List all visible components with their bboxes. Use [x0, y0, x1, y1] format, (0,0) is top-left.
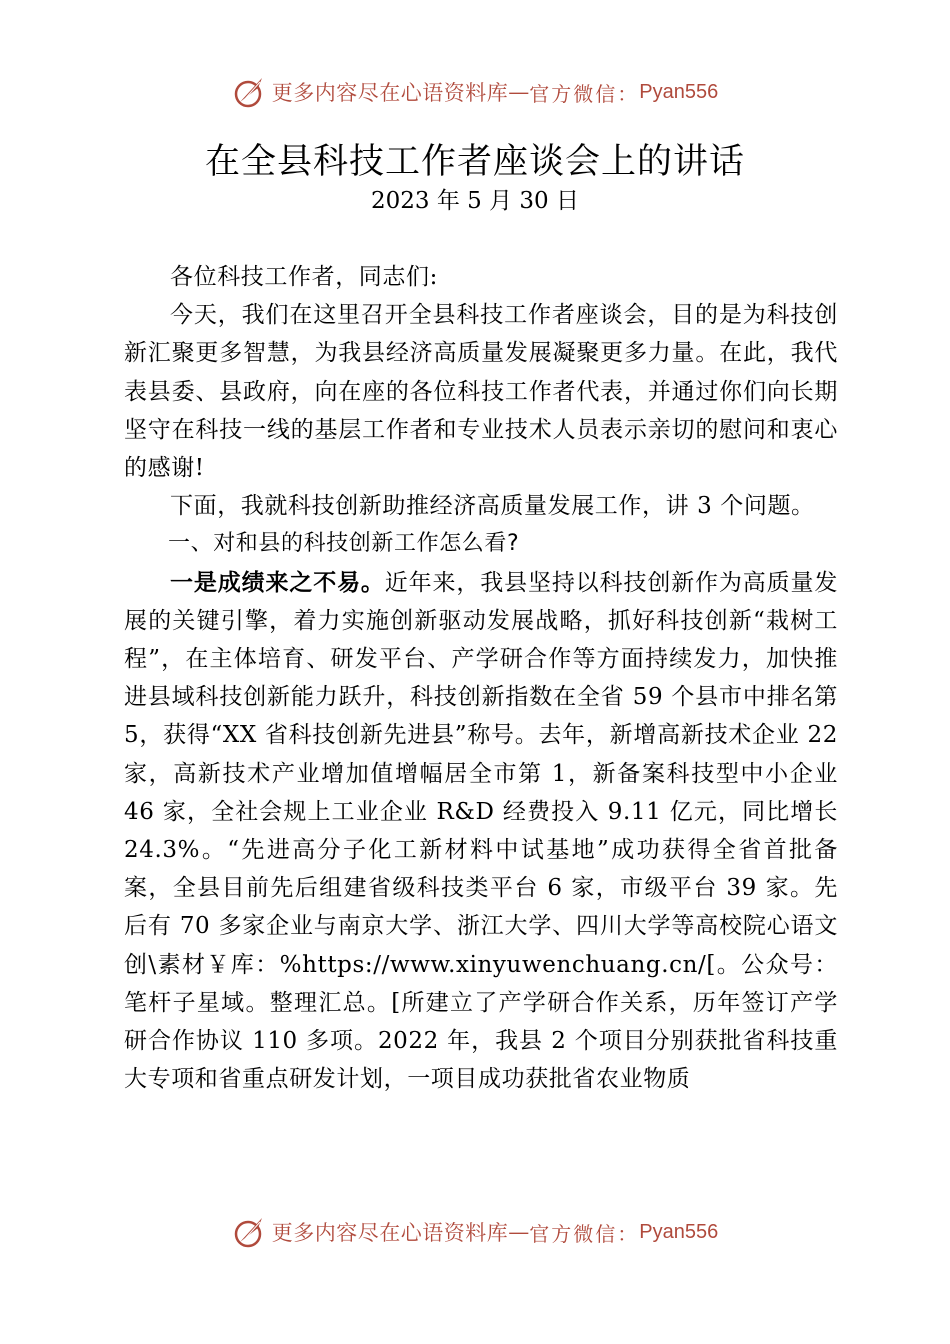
- watermark-wechat-id: Pyan556: [639, 80, 719, 103]
- paragraph-achievements: [124, 564, 838, 1099]
- watermark-separator: —: [508, 80, 530, 104]
- watermark-separator: —: [508, 1220, 530, 1244]
- quill-logo-icon: [232, 74, 268, 110]
- watermark-banner-top: [0, 72, 950, 112]
- watermark-site-text: 更多内容尽在心语资料库: [271, 81, 509, 105]
- quill-logo-icon: [232, 1214, 268, 1250]
- document-date: 2023 年 5 月 30 日: [371, 188, 579, 214]
- watermark-wechat-label: 官方微信：: [529, 1221, 640, 1246]
- watermark-site-text: 更多内容尽在心语资料库: [271, 1221, 509, 1245]
- paragraph-achievements-text: 近年来，我县坚持以科技创新作为高质量发展的关键引擎，着力实施创新驱动发展战略，抓好科技创新“栽树工程”，在主体培育、研发平台、产学研合作等方面持续发力，加快推进县域科技创新能力跃升，科技创新指数在全省 59 个县市中排名第 5，获得“XX 省科技创新先进县”称号。去年，新增高新技术企业 22 家，高新技术产业增加值增幅居全市第 1，新备案科技型中小企业 46 家，全社会规上工业企业 R&D 经费投入 9.11 亿元，同比增长 24.3%。“先进高分子化工新材料中试基地”成功获得全省首批备案，全县目前先后组建省级科技类平台 6 家，市级平台 39 家。先后有 70 多家企业与南京大学、浙江大学、四川大学等高校院心语文创\素材￥库：%https://www.xinyuwenchuang.cn/[。公众号：笔杆子星域。整理汇总。[所建立了产学研合作关系，历年签订产学研合作协议 110 多项。2022 年，我县 2 个项目分别获批省科技重大专项和省重点研发计划，一项目成功获批省农业物质: [124, 569, 838, 1093]
- paragraph-lead-phrase: 一是成绩来之不易。: [170, 569, 385, 596]
- document-title: 在全县科技工作者座谈会上的讲话: [204, 142, 745, 182]
- paragraph-outline: 下面，我就科技创新助推经济高质量发展工作，讲 3 个问题。: [170, 493, 815, 520]
- watermark-wechat-label: 官方微信：: [529, 81, 640, 106]
- greeting: 各位科技工作者，同志们:: [170, 264, 438, 290]
- paragraph-opening: 今天，我们在这里召开全县科技工作者座谈会，目的是为科技创新汇聚更多智慧，为我县经济高质量发展凝聚更多力量。在此，我代表县委、县政府，向在座的各位科技工作者代表，并通过你们向长期坚守在科技一线的基层工作者和专业技术人员表示亲切的慰问和衷心的感谢!: [124, 302, 838, 482]
- document-body: [124, 258, 838, 1098]
- watermark-banner-bottom: [0, 1212, 950, 1252]
- section-heading-1: 一、对和县的科技创新工作怎么看?: [168, 531, 520, 557]
- watermark-wechat-id: Pyan556: [639, 1220, 719, 1243]
